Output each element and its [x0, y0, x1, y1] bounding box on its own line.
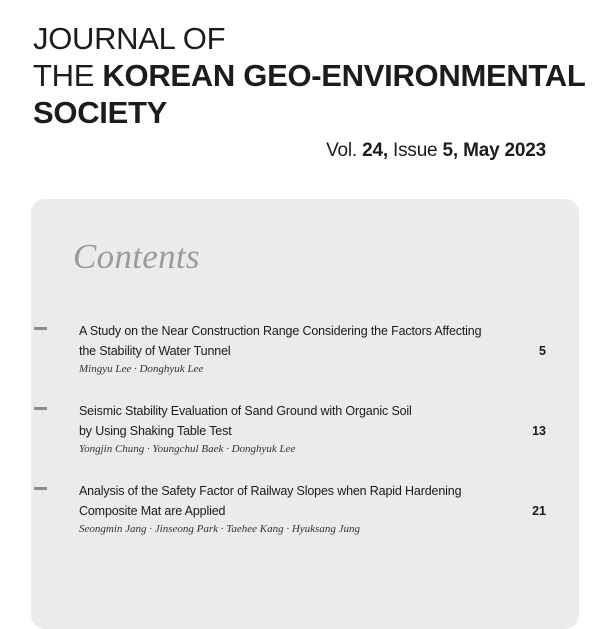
- contents-heading: Contents: [73, 237, 200, 276]
- entry-title-line-1: Seismic Stability Evaluation of Sand Ground with Organic Soil: [79, 404, 412, 418]
- entry-title[interactable]: [79, 321, 499, 361]
- toc-entry[interactable]: [0, 321, 612, 391]
- entry-marker: [34, 407, 47, 410]
- entry-authors: Mingyu Lee · Donghyuk Lee: [79, 363, 204, 375]
- entry-marker: [34, 327, 47, 330]
- entry-title-line-1: Analysis of the Safety Factor of Railway Slopes when Rapid Hardening: [79, 484, 462, 498]
- entry-title-line-2: Composite Mat are Applied: [79, 504, 226, 518]
- issue-number: 5,: [442, 140, 458, 161]
- entry-title[interactable]: [79, 401, 499, 441]
- issue-label: Issue: [393, 140, 438, 161]
- toc-entry[interactable]: [0, 481, 612, 551]
- entry-page-number: 5: [539, 344, 546, 358]
- journal-title-society: SOCIETY: [33, 95, 167, 130]
- issue-info: [326, 140, 546, 162]
- entry-page-number: 21: [532, 504, 546, 518]
- entry-title-line-2: by Using Shaking Table Test: [79, 424, 232, 438]
- entry-authors: Seongmin Jang · Jinseong Park · Taehee Kang · Hyuksang Jung: [79, 523, 360, 535]
- volume-label: Vol.: [326, 140, 357, 161]
- journal-title-line-2: [33, 57, 586, 94]
- entry-page-number: 13: [532, 424, 546, 438]
- toc-entry[interactable]: [0, 401, 612, 471]
- entry-title[interactable]: [79, 481, 499, 521]
- journal-title-korean: KOREAN GEO-ENVIRONMENTAL: [102, 58, 586, 93]
- journal-title-line-3: [33, 94, 586, 131]
- entry-title-line-2: the Stability of Water Tunnel: [79, 344, 231, 358]
- entry-marker: [34, 487, 47, 490]
- journal-title: [33, 20, 586, 131]
- entry-authors: Yongjin Chung · Youngchul Baek · Donghyuk Lee: [79, 443, 296, 455]
- journal-title-line-1: JOURNAL OF: [33, 21, 226, 56]
- issue-date: May 2023: [463, 140, 546, 161]
- journal-title-prefix: THE: [33, 58, 103, 93]
- volume-number: 24,: [362, 140, 388, 161]
- entry-title-line-1: A Study on the Near Construction Range Considering the Factors Affecting: [79, 324, 482, 338]
